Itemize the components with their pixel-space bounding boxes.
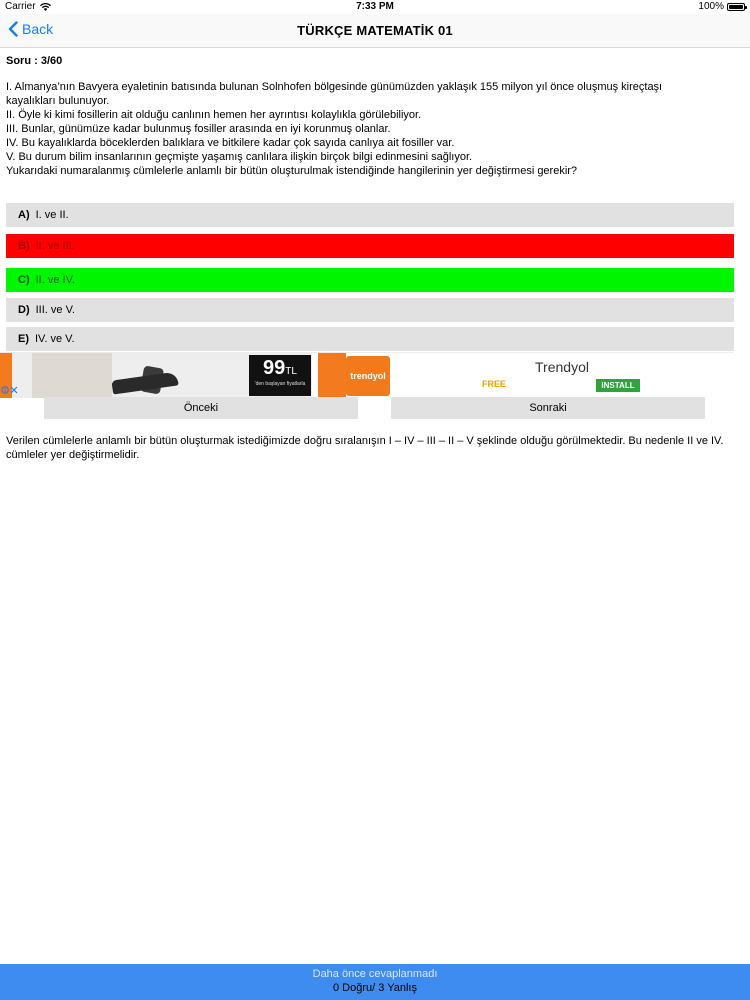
trendyol-logo-icon: trendyol [346, 356, 390, 396]
option-e[interactable] [6, 327, 734, 351]
carrier-label: Carrier [5, 1, 36, 12]
option-text: II. ve IV. [35, 274, 75, 286]
back-label: Back [22, 21, 54, 37]
footer-status-bar [0, 964, 750, 1000]
clock: 7:33 PM [356, 1, 394, 12]
ad-choices-icon[interactable] [1, 386, 18, 394]
question-line: V. Bu durum bilim insanlarının geçmişte yaşamış canlılara ilişkin birçok bilgi edinmesini sağlıyor. [6, 151, 473, 163]
ad-brand-name: Trendyol [535, 359, 589, 375]
score-summary: 0 Doğru/ 3 Yanlış [333, 982, 417, 994]
status-bar [0, 0, 750, 14]
next-button[interactable]: Sonraki [391, 397, 705, 419]
option-letter: D) [18, 304, 30, 316]
option-letter: B) [18, 240, 30, 252]
ad-install-button[interactable]: INSTALL [596, 379, 640, 392]
question-text [6, 80, 744, 178]
option-b[interactable] [6, 234, 734, 258]
question-navigation [0, 397, 750, 419]
navigation-bar [0, 14, 750, 48]
option-letter: C) [18, 274, 30, 286]
previous-button[interactable]: Önceki [44, 397, 358, 419]
option-c[interactable] [6, 268, 734, 292]
ad-price-tag [249, 355, 311, 396]
question-line: I. Almanya’nın Bavyera eyaletinin batısında bulunan Solnhofen bölgesinde günümüzden yaklaşık 155 milyon yıl önce oluşmuş kireçtaşı [6, 81, 663, 93]
ad-price-value: 99 [263, 357, 286, 379]
option-text: II. ve III. [35, 240, 75, 252]
option-letter: E) [18, 333, 29, 345]
option-a[interactable] [6, 203, 734, 227]
battery-percent: 100% [698, 1, 724, 12]
option-text: IV. ve V. [35, 333, 75, 345]
answer-status: Daha önce cevaplanmadı [312, 968, 438, 980]
answer-explanation: Verilen cümlelerle anlamlı bir bütün oluşturmak istediğimizde doğru sıralanışın I – IV – III – II – V şeklinde olduğu görülmektedir. Bu nedenle II ve IV. cümleler yer değiştirmelidir. [6, 435, 724, 461]
option-letter: A) [18, 209, 30, 221]
ad-price-currency: TL [285, 366, 297, 377]
option-d[interactable] [6, 298, 734, 322]
ad-close-icon[interactable] [10, 386, 18, 394]
question-number: Soru : 3/60 [6, 55, 63, 67]
question-line: III. Bunlar, günümüze kadar bulunmuş fosiller arasında en iyi korunmuş olanlar. [6, 123, 391, 135]
question-line: II. Öyle ki kimi fosillerin ait olduğu canlının hemen her ayrıntısı kolaylıkla görülebiliyor. [6, 109, 422, 121]
option-text: I. ve II. [35, 209, 69, 221]
page-title: TÜRKÇE MATEMATİK 01 [297, 23, 453, 38]
ad-free-label: FREE [482, 379, 507, 389]
option-text: III. ve V. [35, 304, 75, 316]
ad-price-caption: 'den başlayan fiyatlarla [254, 381, 306, 387]
question-line: kayalıkları bulunuyor. [6, 95, 110, 107]
battery-indicator [698, 1, 745, 12]
battery-icon [727, 3, 745, 11]
ad-orange-block [318, 353, 346, 398]
question-line: IV. Bu kayalıklarda böceklerden balıklara ve bitkilere kadar çok sayıda canlıya ait fosiller var. [6, 137, 455, 149]
ad-banner[interactable] [0, 352, 734, 397]
question-line: Yukarıdaki numaralanmış cümlelerle anlamlı bir bütün oluşturulmak istendiğinde hangilerinin yer değiştirmesi gerekir? [6, 165, 578, 177]
